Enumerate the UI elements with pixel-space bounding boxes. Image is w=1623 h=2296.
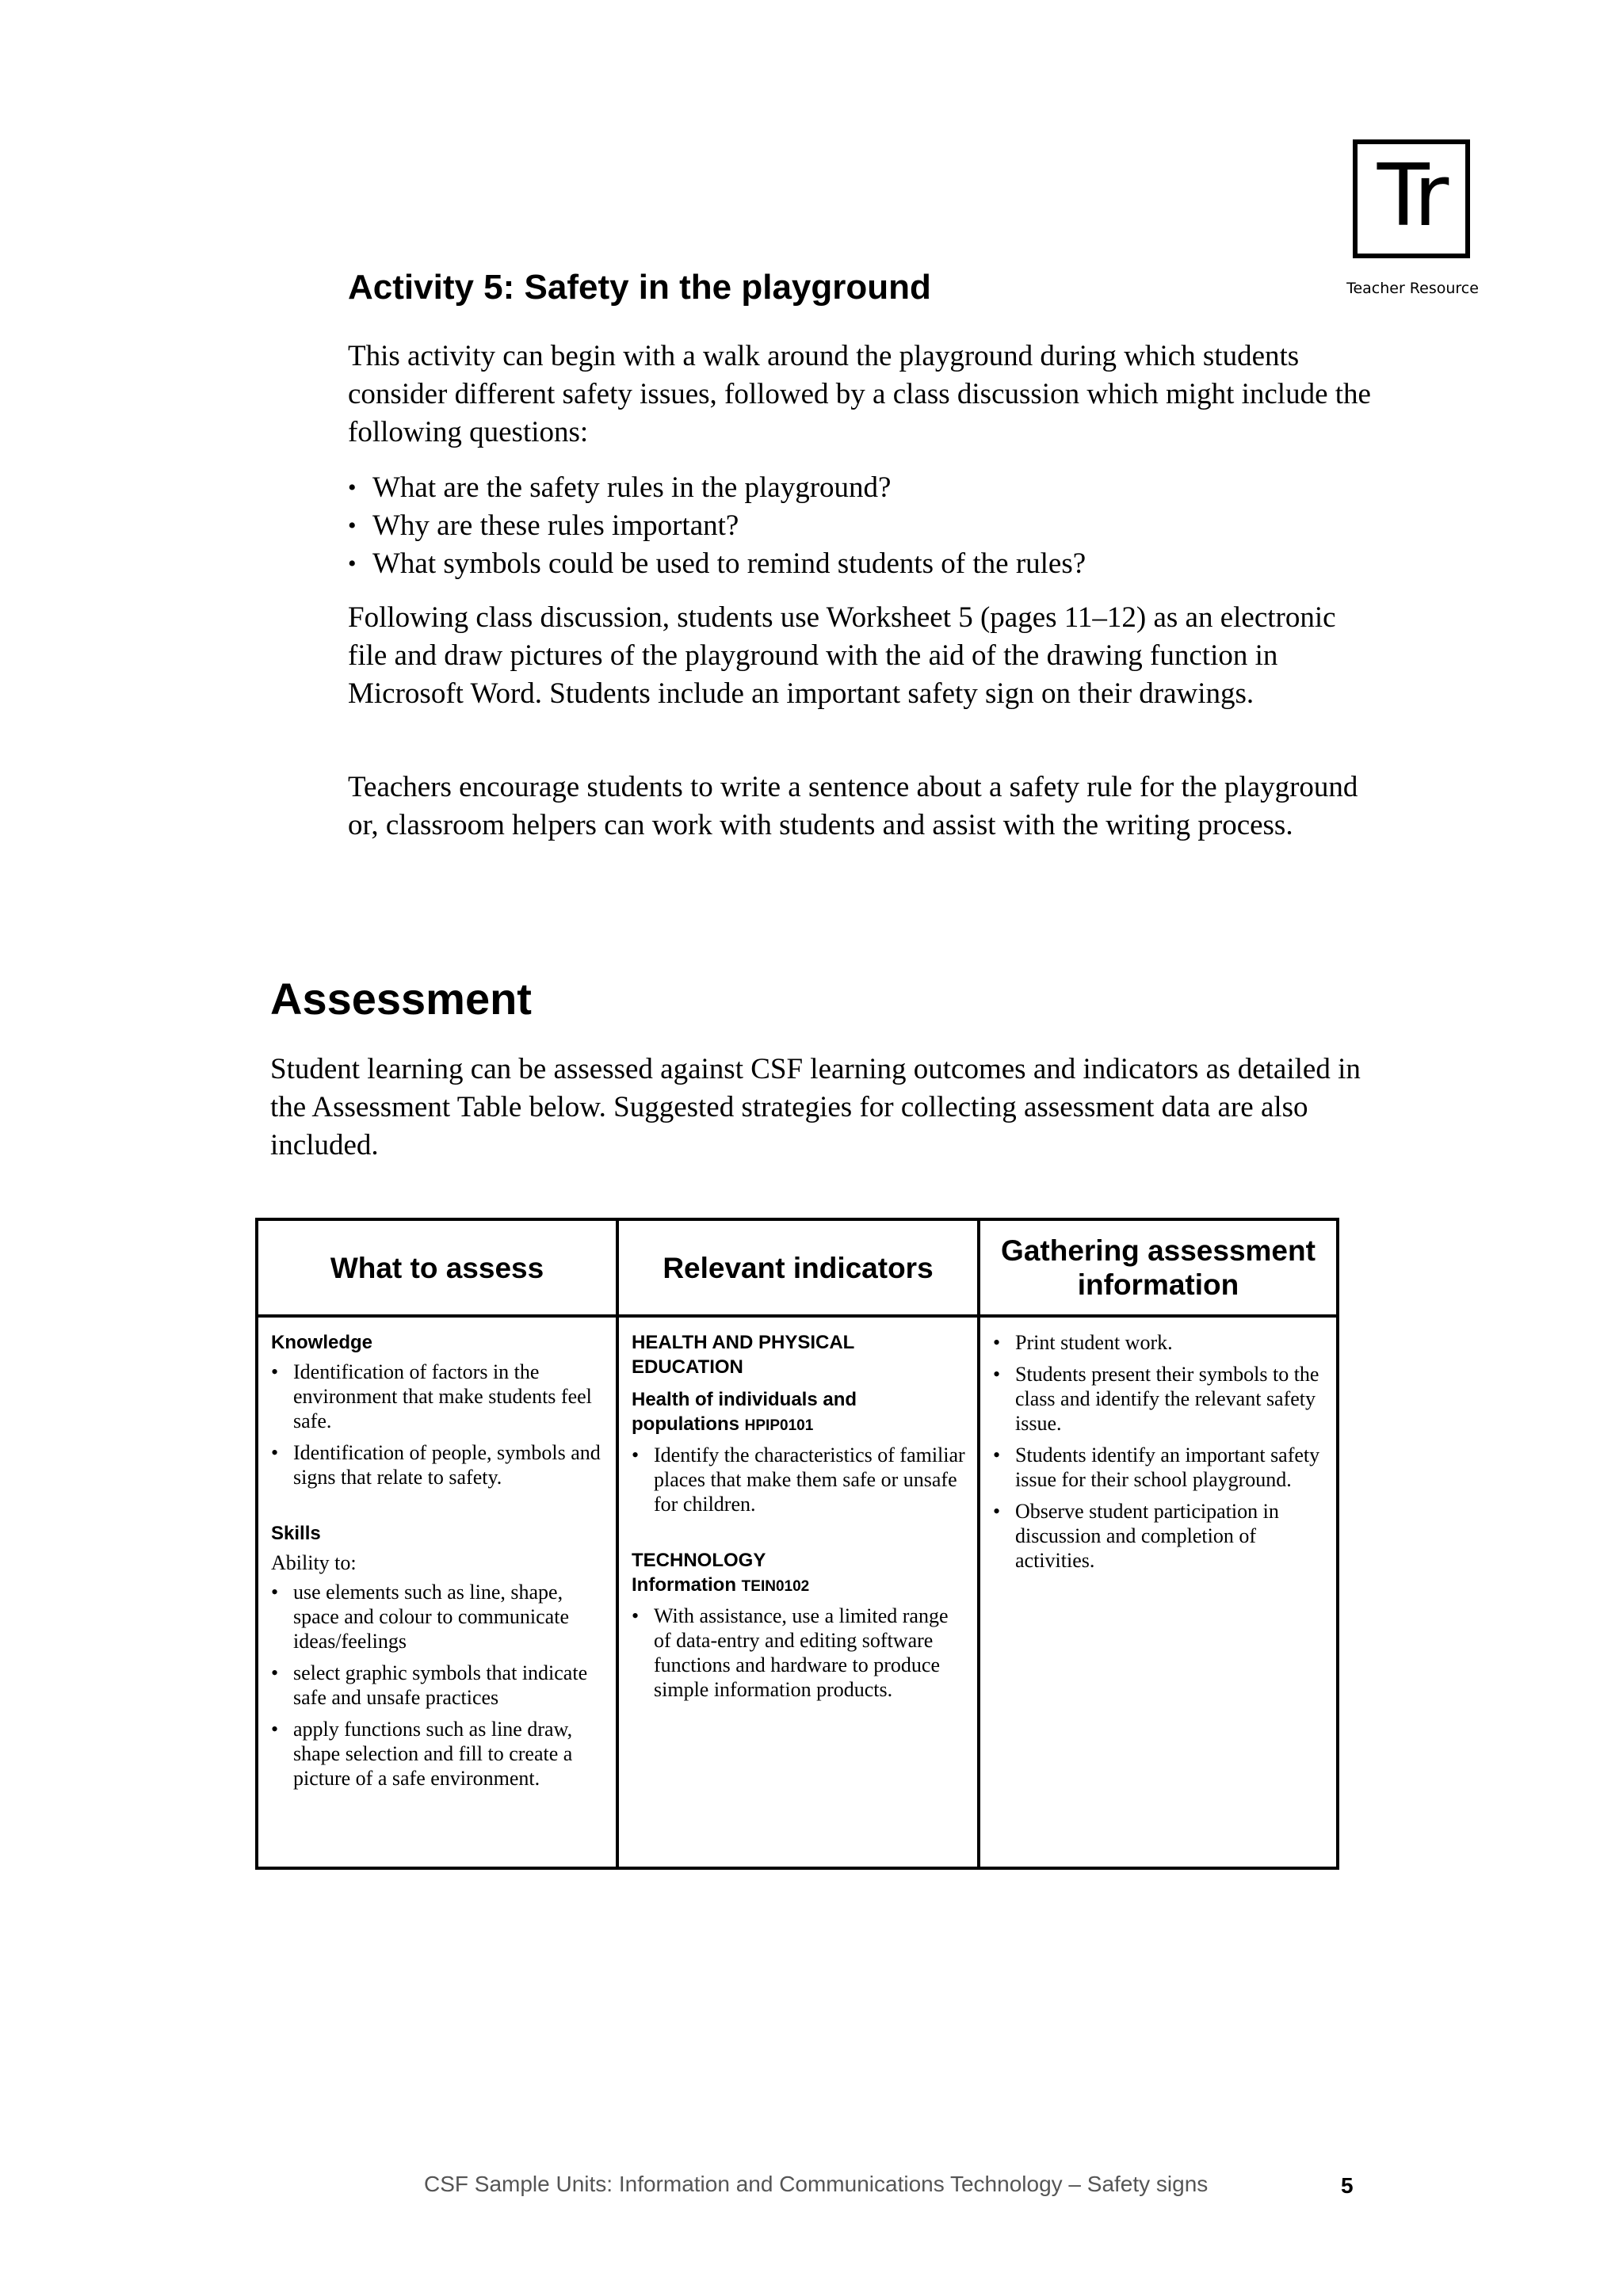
activity-followup: Following class discussion, students use Worksheet 5 (pages 11–12) as an electronic file and draw pictures of the playground with the aid of the drawing function in Microsoft Word. Students include an important safety sign on their drawings. bbox=[348, 601, 1336, 710]
list-item: • select graphic symbols that indicate safe and unsafe practices bbox=[271, 1661, 604, 1710]
page-number: 5 bbox=[1341, 2173, 1354, 2198]
header-gathering-information: Gathering assessment information bbox=[1001, 1234, 1316, 1301]
question-list bbox=[348, 469, 1086, 583]
list-item: • apply functions such as line draw, shape selection and fill to create a picture of a safe environment. bbox=[271, 1717, 604, 1791]
activity-title: Activity 5: Safety in the playground bbox=[348, 268, 931, 307]
list-item: • Print student work. bbox=[993, 1330, 1326, 1355]
footer-text: CSF Sample Units: Information and Communications Technology – Safety signs bbox=[424, 2172, 1209, 2196]
header-relevant-indicators: Relevant indicators bbox=[663, 1251, 934, 1284]
list-item: • Students present their symbols to the class and identify the relevant safety issue. bbox=[993, 1362, 1326, 1436]
list-item: • Students identify an important safety issue for their school playground. bbox=[993, 1443, 1326, 1492]
header-divider bbox=[258, 1314, 1336, 1318]
cell-relevant-indicators bbox=[632, 1330, 968, 1709]
assessment-table bbox=[255, 1218, 1339, 1870]
hpe-heading: HEALTH AND PHYSICAL EDUCATION bbox=[632, 1332, 854, 1378]
assessment-title: Assessment bbox=[270, 974, 532, 1024]
list-item: • What are the safety rules in the playground? bbox=[348, 469, 1086, 507]
knowledge-heading: Knowledge bbox=[271, 1332, 373, 1353]
hpe-code: HPIP0101 bbox=[744, 1417, 814, 1434]
skills-intro: Ability to: bbox=[271, 1551, 357, 1574]
list-item: • Observe student participation in discussion and completion of activities. bbox=[993, 1499, 1326, 1573]
header-what-to-assess: What to assess bbox=[330, 1251, 544, 1284]
list-item: • What symbols could be used to remind students of the rules? bbox=[348, 545, 1086, 583]
hpe-sub-label: Health of individuals and populations bbox=[632, 1389, 857, 1435]
list-item: • Identification of people, symbols and signs that relate to safety. bbox=[271, 1440, 604, 1489]
tech-subheading bbox=[632, 1573, 968, 1599]
tech-heading: TECHNOLOGY bbox=[632, 1550, 766, 1571]
list-item: • use elements such as line, shape, space and colour to communicate ideas/feelings bbox=[271, 1580, 604, 1653]
badge-letters: Tr bbox=[1377, 147, 1446, 246]
column-divider bbox=[616, 1221, 619, 1867]
tech-list bbox=[632, 1604, 968, 1702]
teacher-resource-badge bbox=[1353, 139, 1470, 258]
list-item: • Identify the characteristics of familiar places that make them safe or unsafe for children. bbox=[632, 1443, 968, 1516]
gathering-list bbox=[993, 1330, 1326, 1573]
cell-gathering-information bbox=[993, 1330, 1326, 1580]
list-item: • Why are these rules important? bbox=[348, 507, 1086, 545]
activity-intro: This activity can begin with a walk around the playground during which students consider different safety issues, followed by a class discussion which might include the following questions: bbox=[348, 340, 1371, 448]
badge-caption: Teacher Resource bbox=[1346, 280, 1479, 297]
knowledge-list bbox=[271, 1360, 604, 1489]
skills-list bbox=[271, 1580, 604, 1791]
hpe-list bbox=[632, 1443, 968, 1516]
cell-what-to-assess bbox=[271, 1330, 604, 1798]
hpe-subheading bbox=[632, 1387, 968, 1438]
list-item: • With assistance, use a limited range of data-entry and editing software functions and hardware to produce simple information products. bbox=[632, 1604, 968, 1702]
assessment-intro: Student learning can be assessed against CSF learning outcomes and indicators as detailed in the Assessment Table below. Suggested strategies for collecting assessment data are also included. bbox=[270, 1053, 1361, 1161]
tech-code: TEIN0102 bbox=[741, 1578, 810, 1595]
activity-teachers: Teachers encourage students to write a sentence about a safety rule for the playground or, classroom helpers can work with students and assist with the writing process. bbox=[348, 771, 1358, 841]
list-item: • Identification of factors in the environment that make students feel safe. bbox=[271, 1360, 604, 1433]
column-divider bbox=[977, 1221, 980, 1867]
skills-heading: Skills bbox=[271, 1523, 321, 1544]
tech-sub-label: Information bbox=[632, 1574, 736, 1596]
